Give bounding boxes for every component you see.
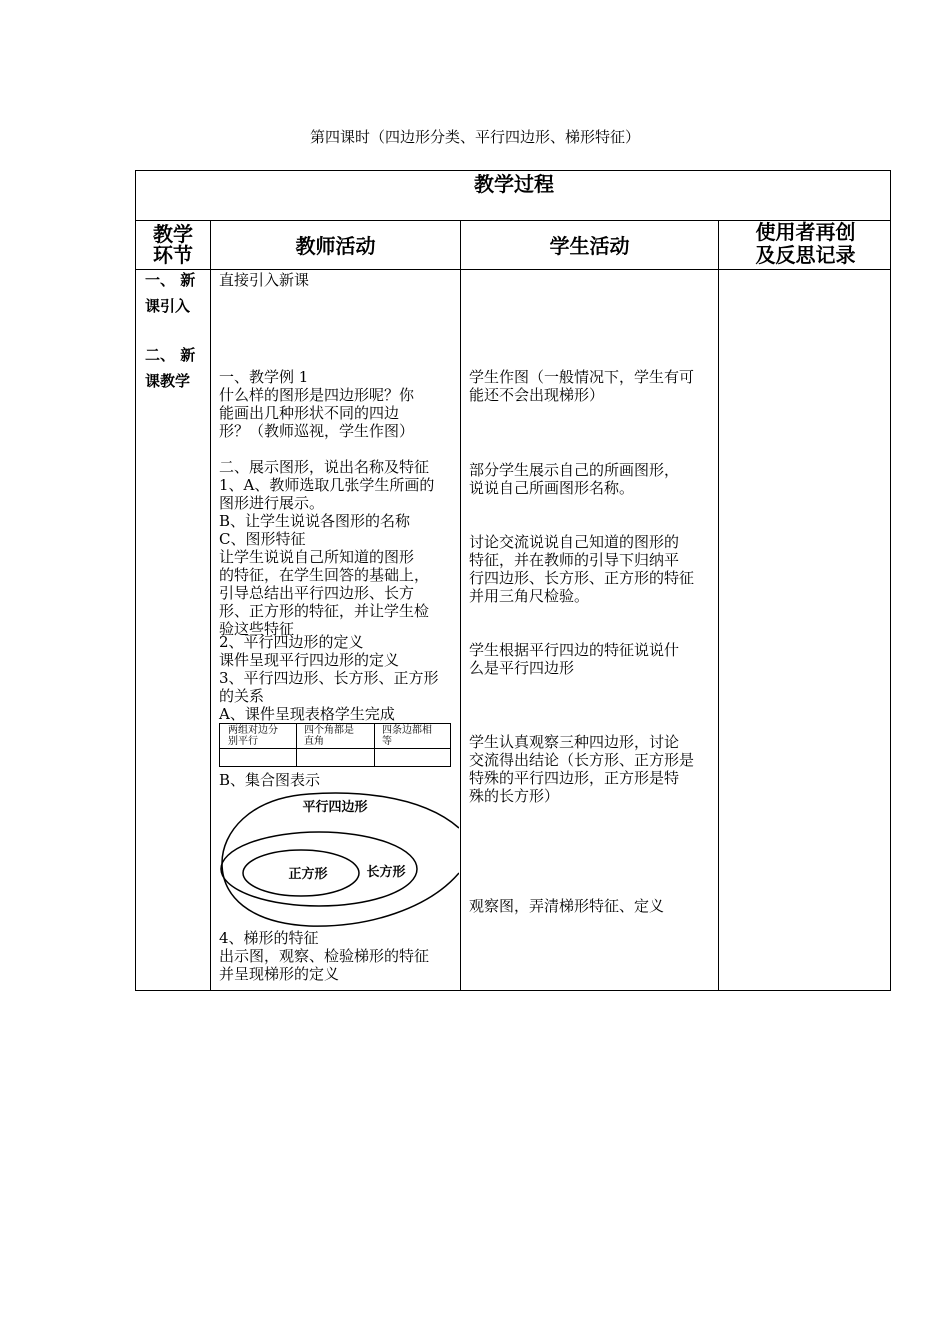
teacher-line: 形？（教师巡视，学生作图）	[219, 422, 415, 440]
student-line: 特殊的平行四边形，正方形是特	[469, 769, 680, 787]
column-divider-3	[718, 220, 719, 991]
set-diagram	[219, 788, 459, 930]
teacher-line: 的关系	[219, 687, 265, 705]
property-table	[219, 723, 451, 767]
student-line: 并用三角尺检验。	[469, 587, 590, 605]
student-line: 行四边形、长方形、正方形的特征	[469, 569, 695, 587]
teacher-line: 让学生说说自己所知道的图形	[219, 548, 415, 566]
header-segment: 教学 环节	[153, 222, 193, 267]
column-divider-2	[460, 220, 461, 991]
teacher-line: 4、梯形的特征	[219, 929, 319, 947]
lesson-process-table	[135, 170, 891, 991]
student-line: 特征，并在教师的引导下归纳平	[469, 551, 680, 569]
teacher-intro: 直接引入新课	[219, 271, 310, 289]
teacher-line: 课件呈现平行四边形的定义	[219, 651, 400, 669]
segment-new: 二、 新 课教学	[145, 346, 196, 390]
teacher-line: 出示图，观察、检验梯形的特征	[219, 947, 430, 965]
property-table-col-divider	[296, 724, 297, 766]
teacher-line: 引导总结出平行四边形、长方	[219, 584, 415, 602]
student-line: 能还不会出现梯形）	[469, 386, 605, 404]
teacher-line: 的特征，在学生回答的基础上，	[219, 566, 430, 584]
teacher-line: B、让学生说说各图形的名称	[219, 512, 411, 530]
student-line: 学生认真观察三种四边形，讨论	[469, 733, 680, 751]
student-line: 学生作图（一般情况下，学生有可	[469, 368, 695, 386]
teacher-line: 验这些特征	[219, 620, 295, 638]
property-table-row-divider	[220, 748, 450, 749]
teacher-line: A、课件呈现表格学生完成	[219, 705, 395, 723]
venn-label-rectangle: 长方形	[366, 865, 406, 880]
teacher-line: 3、平行四边形、长方形、正方形	[219, 669, 439, 687]
teacher-line: 2、平行四边形的定义	[219, 633, 364, 651]
teacher-line: 图形进行展示。	[219, 494, 325, 512]
property-equal-sides: 四条边都相 等	[382, 725, 432, 747]
teacher-line: C、图形特征	[219, 530, 306, 548]
teacher-line: 二、展示图形，说出名称及特征	[219, 458, 430, 476]
student-line: 么是平行四边形	[469, 659, 575, 677]
teacher-line: 并呈现梯形的定义	[219, 965, 340, 983]
student-line: 学生根据平行四边的特征说说什	[469, 641, 680, 659]
venn-label-parallelogram: 平行四边形	[302, 800, 368, 815]
student-line: 殊的长方形）	[469, 787, 560, 805]
teacher-line: 1、A、教师选取几张学生所画的	[219, 476, 435, 494]
teacher-line: 一、教学例 1	[219, 368, 309, 386]
student-line: 交流得出结论（长方形、正方形是	[469, 751, 695, 769]
student-line: 讨论交流说说自己知道的图形的	[469, 533, 680, 551]
header-student: 学生活动	[549, 234, 630, 258]
student-line: 部分学生展示自己的所画图形，	[469, 461, 680, 479]
venn-label-square: 正方形	[288, 867, 328, 882]
teacher-line: 形、正方形的特征，并让学生检	[219, 602, 430, 620]
teacher-line: 能画出几种形状不同的四边	[219, 404, 400, 422]
student-line: 说说自己所画图形名称。	[469, 479, 635, 497]
student-line: 观察图，弄清梯形特征、定义	[469, 897, 665, 915]
teacher-line: 什么样的图形是四边形呢？你	[219, 386, 415, 404]
segment-intro: 一、 新 课引入	[145, 271, 196, 315]
document-title: 第四课时（四边形分类、平行四边形、梯形特征）	[309, 128, 640, 146]
property-table-col-divider	[374, 724, 375, 766]
property-parallel-sides: 两组对边分 别平行	[228, 725, 278, 747]
column-divider-1	[210, 220, 211, 991]
header-teacher: 教师活动	[295, 234, 376, 258]
column-header-divider	[136, 269, 890, 270]
teacher-line: B、集合图表示	[219, 771, 321, 789]
main-header: 教学过程	[474, 172, 554, 196]
property-right-angles: 四个角都是 直角	[304, 725, 354, 747]
header-notes: 使用者再创 及反思记录	[755, 220, 856, 267]
